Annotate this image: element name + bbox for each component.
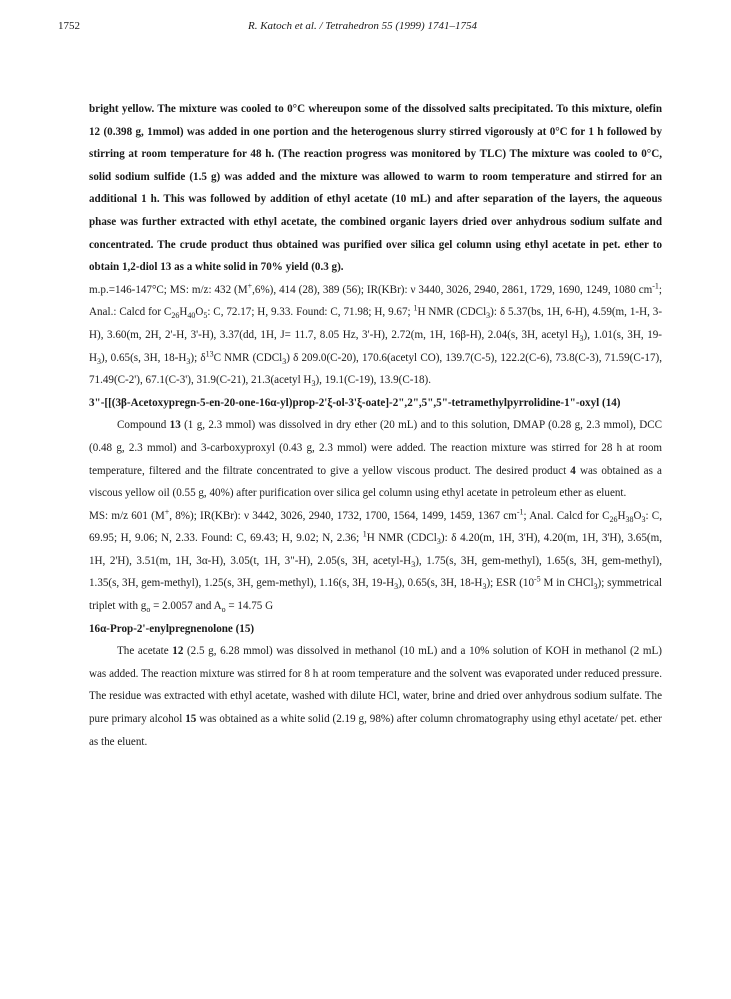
subscript: o (146, 605, 151, 615)
text-segment: was obtained as a viscous yellow oil (0.55 g, 40%) after purification over silica gel column using ethyl acetate in petroleum ether as eluent. (89, 464, 662, 500)
text-segment: ), 0.65(s, 3H, 18-H (101, 351, 187, 364)
text-segment: The acetate (117, 645, 173, 658)
text-segment: : C, 72.17; H, 9.33. Found: C, 71.98; H, 9.67; (207, 306, 414, 319)
paragraph-procedure-ester (89, 414, 662, 504)
compound-ref: 13 (160, 261, 172, 274)
text-segment: ,6%), 414 (28), 389 (56); IR(KBr): ν 3440, 3026, 2940, 2861, 1729, 1690, 1249, 1080 cm (252, 283, 653, 296)
text-segment: was obtained as a white solid (2.19 g, 98%) after column chromatography using ethyl acetate/ pet. ether as the eluent. (89, 713, 662, 748)
subscript: 3 (641, 514, 646, 524)
text-segment: ), 19.1(C-19), 13.9(C-18). (315, 374, 431, 387)
subscript: o (221, 605, 226, 615)
subscript: 3 (311, 379, 316, 389)
text-segment: O (195, 306, 204, 319)
journal-reference: R. Katoch et al. / Tetrahedron 55 (1999) 1741–1754 (248, 20, 477, 32)
text-segment: ), 1.01(s, 3H, 19-H (89, 328, 662, 364)
text-segment: H (179, 306, 188, 319)
subscript: 3 (579, 334, 584, 344)
paragraph-procedure-alcohol (89, 640, 662, 753)
text-segment: as a white solid in 70% yield (0.3 g). (171, 261, 344, 274)
text-segment: = 2.0057 and A (150, 600, 222, 613)
compound-ref: 12 (89, 125, 101, 138)
superscript: + (247, 281, 253, 291)
text-segment: MS: m/z 601 (M (89, 509, 165, 522)
compound-ref: 12 (172, 645, 184, 658)
text-segment: ); ESR (10 (486, 577, 535, 590)
subscript: 26 (609, 514, 618, 524)
running-head (58, 20, 658, 38)
section-heading-compound-15: 16α-Prop-2'-enylpregnenolone (15) (89, 622, 255, 635)
paragraph-procedure-diol (89, 98, 662, 279)
text-segment: ); δ (190, 351, 206, 364)
text-segment: ) δ 209.0(C-20), 170.6(acetyl CO), 139.7(C-5), 122.2(C-6), 73.8(C-3), 71.59(C-17), 71.49(C-2'), 67.1(C-3'), 31.9(C-21), 21.3(acetyl H (89, 351, 662, 387)
text-segment: ; Anal. Calcd for C (523, 509, 610, 522)
superscript: + (164, 507, 170, 516)
subscript: 5 (203, 311, 208, 321)
subscript: 3 (436, 537, 441, 547)
text-segment: H NMR (CDCl (417, 306, 487, 319)
text-segment: = 14.75 G (225, 600, 274, 613)
text-segment: (0.398 g, 1mmol) was added in one portion and the heterogenous slurry stirred vigorously at 0°C for 1 h followed by stirring at room temperature for 48 h. (The reaction progress was monitored by TLC) The mixture was cooled to 0°C, solid sodium sulfide (1.5 g) was added and the mixture was allowed to warm to room temperature and stirred for an additional 1 h. This was followed by addition of ethyl acetate (10 mL) and after separation of the layers, the aqueous phase was further extracted with ethyl acetate, the combined organic layers dried over anhydrous sodium sulfate and concentrated. The crude product thus obtained was purified over silica gel column using ethyl acetate in pet. ether to obtain 1,2-diol (89, 125, 662, 274)
text-segment: ), 1.75(s, 3H, gem-methyl), 1.65(s, 3H, gem-methyl), 1.35(s, 3H, gem-methyl), 1.25(s, 3H, gem-methyl), 1.16(s, 3H, 19-H (89, 554, 662, 590)
subscript: 3 (394, 582, 399, 592)
text-segment: ): δ 5.37(bs, 1H, 6-H), 4.59(m, 1-H, 3-H), 3.60(m, 2H, 2'-H, 3'-H), 3.37(dd, 1H, J= 11.7, 8.05 Hz, 3'-H), 2.72(m, 1H, 16β-H), 2.04(s, 3H, acetyl H (89, 306, 663, 341)
superscript: 13 (205, 348, 214, 358)
subscript: 3 (186, 356, 191, 366)
subscript: 3 (593, 582, 598, 592)
text-segment: C NMR (CDCl (213, 351, 283, 364)
subscript: 3 (486, 311, 491, 321)
subscript: 26 (171, 311, 180, 321)
paragraph-ester-characterization (89, 505, 662, 618)
superscript: -5 (534, 574, 541, 584)
text-segment: : C, 69.95; H, 9.06; N, 2.33. Found: C, 69.43; H, 9.02; N, 2.36; (89, 509, 662, 545)
text-segment: bright yellow. The mixture was cooled to 0°C whereupon some of the dissolved salts precipitated. To this mixture, olefin (89, 103, 662, 115)
text-segment: H NMR (CDCl (366, 532, 437, 545)
superscript: -1 (516, 507, 524, 516)
subscript: 3 (482, 582, 487, 592)
subscript: 3 (97, 356, 102, 366)
subscript: 40 (187, 311, 196, 321)
subscript: 38 (625, 514, 634, 524)
text-segment: m.p.=146-147°C; MS: m/z: 432 (M (89, 283, 248, 296)
text-segment: ); symmetrical triplet with g (89, 577, 662, 613)
text-segment: (1 g, 2.3 mmol) was dissolved in dry ether (20 mL) and to this solution, DMAP (0.28 g, 2.3 mmol), DCC (0.48 g, 2.3 mmol) and 3-carboxyproxyl (0.43 g, 2.3 mmol) were added. The reaction mixture was stirred for 28 h at room temperature, filtered and the filtrate concentrated to give a yellow viscous product. The desired product (89, 419, 663, 477)
text-segment: ; Anal.: Calcd for C (89, 283, 663, 319)
section-heading-compound-14: 3"-[[(3β-Acetoxypregn-5-en-20-one-16α-yl)prop-2'ξ-ol-3'ξ-oate]-2",2",5",5"-tetramethylpyrrolidine-1"-oxyl (14) (89, 396, 621, 409)
subscript: 3 (282, 356, 287, 366)
paragraph-diol-characterization (89, 279, 662, 392)
text-segment: H (617, 509, 626, 522)
compound-ref: 4 (570, 464, 576, 477)
page-number: 1752 (58, 20, 80, 32)
text-segment: Compound (117, 419, 170, 432)
subscript: 3 (411, 560, 416, 570)
article-body (89, 98, 662, 753)
text-segment: , 8%); IR(KBr): ν 3442, 3026, 2940, 1732, 1700, 1564, 1499, 1459, 1367 cm (169, 509, 517, 522)
compound-ref: 13 (169, 419, 181, 432)
compound-ref: 15 (185, 713, 197, 726)
text-segment: ): δ 4.20(m, 1H, 3'H), 4.20(m, 1H, 3'H), 3.65(m, 1H, 2'H), 3.51(m, 1H, 3α-H), 3.05(t, 1H, 3"-H), 2.05(s, 3H, acetyl-H (89, 532, 662, 567)
superscript: -1 (652, 281, 659, 291)
text-segment: ), 0.65(s, 3H, 18-H (398, 577, 483, 590)
superscript: 1 (362, 529, 367, 539)
superscript: 1 (413, 303, 418, 313)
text-segment: M in CHCl (540, 577, 594, 590)
text-segment: (2.5 g, 6.28 mmol) was dissolved in methanol (10 mL) and a 10% solution of KOH in methanol (2 mL) was added. The reaction mixture was stirred for 8 h at room temperature and the solvent was evaporated under reduced pressure. The residue was extracted with ethyl acetate, washed with dilute HCl, water, brine and dried over anhydrous sodium sulfate. The pure primary alcohol (89, 645, 662, 726)
text-segment: O (633, 509, 642, 522)
